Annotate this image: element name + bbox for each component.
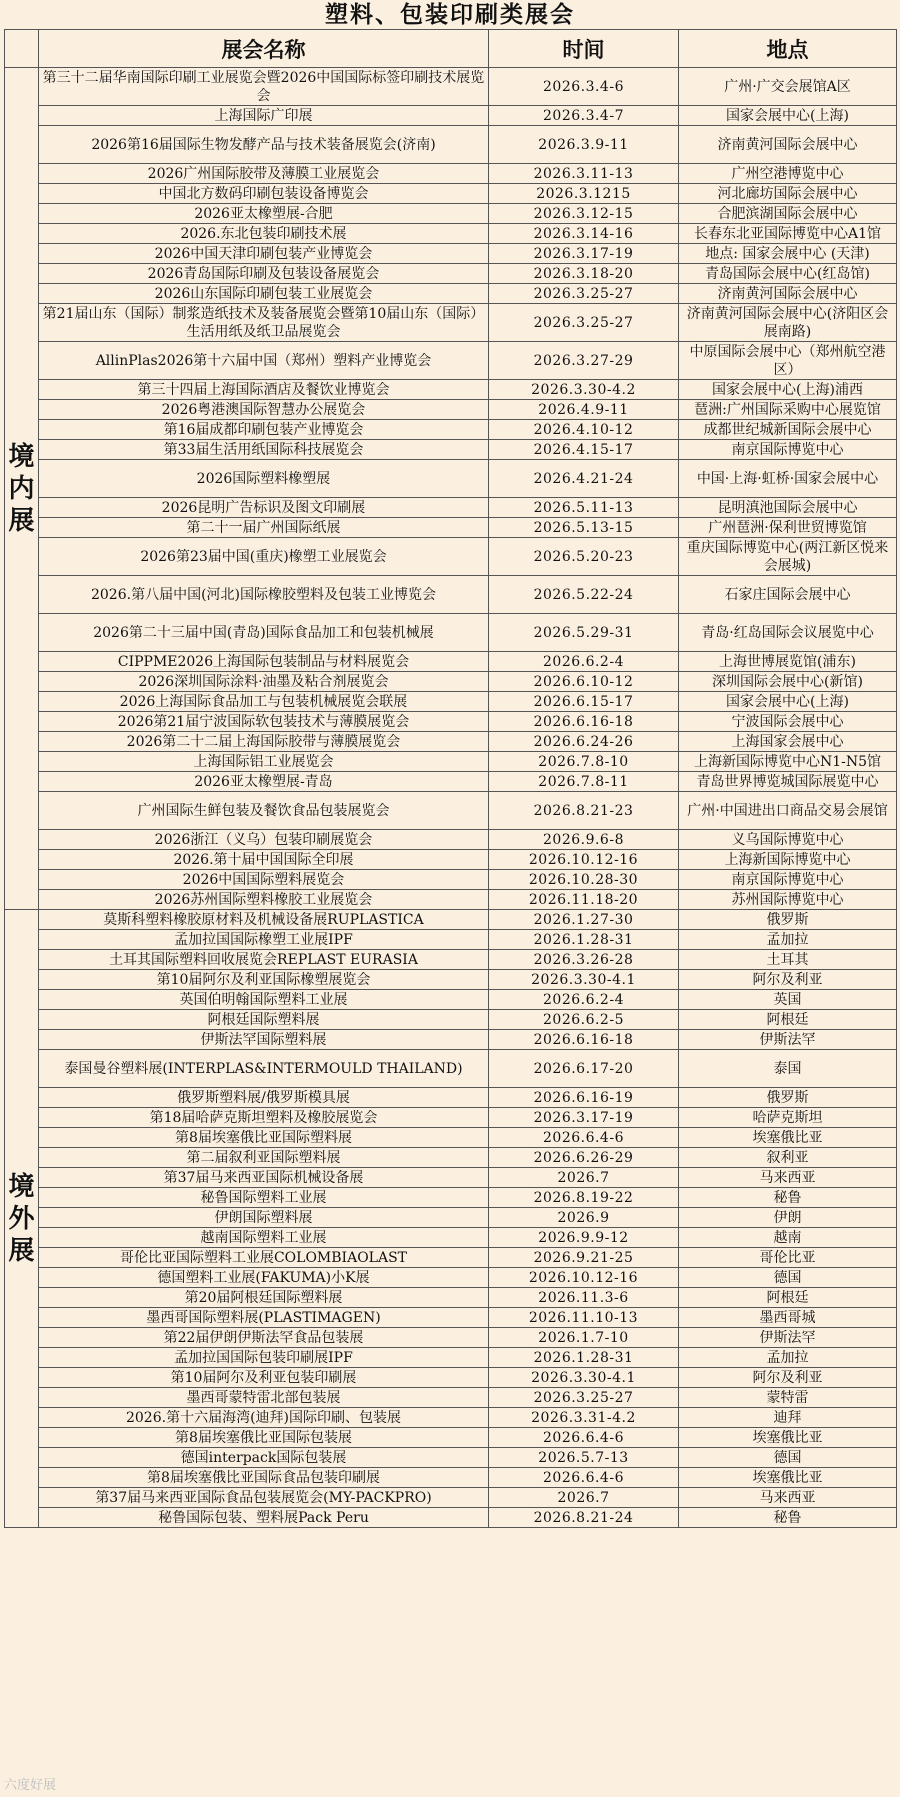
exhibition-time: 2026.6.24-26 (489, 732, 679, 752)
table-row (5, 68, 897, 106)
exhibition-place: 俄罗斯 (679, 1088, 897, 1108)
exhibition-time: 2026.4.15-17 (489, 440, 679, 460)
exhibition-time: 2026.9.6-8 (489, 830, 679, 850)
watermark-logo: 六度好展 (4, 1778, 57, 1793)
exhibition-time: 2026.6.4-6 (489, 1428, 679, 1448)
exhibition-time: 2026.6.17-20 (489, 1050, 679, 1088)
exhibition-place: 济南黄河国际会展中心 (679, 126, 897, 164)
exhibition-place: 国家会展中心(上海) (679, 106, 897, 126)
exhibition-place: 济南黄河国际会展中心 (679, 284, 897, 304)
exhibition-name: 广州国际生鲜包装及餐饮食品包装展览会 (39, 792, 489, 830)
exhibition-time: 2026.10.28-30 (489, 870, 679, 890)
exhibition-name: AllinPlas2026第十六届中国（郑州）塑料产业博览会 (39, 342, 489, 380)
exhibition-place: 上海新国际博览中心N1-N5馆 (679, 752, 897, 772)
exhibition-place: 合肥滨湖国际会展中心 (679, 204, 897, 224)
exhibition-name: 第三十四届上海国际酒店及餐饮业博览会 (39, 380, 489, 400)
exhibition-name: 墨西哥国际塑料展(PLASTIMAGEN) (39, 1308, 489, 1328)
table-row (5, 184, 897, 204)
table-row (5, 652, 897, 672)
exhibition-place: 阿根廷 (679, 1010, 897, 1030)
exhibition-name: 2026第23届中国(重庆)橡塑工业展览会 (39, 538, 489, 576)
exhibition-name: 第8届埃塞俄比亚国际食品包装印刷展 (39, 1468, 489, 1488)
table-row (5, 1308, 897, 1328)
table-row (5, 538, 897, 576)
exhibition-time: 2026.7 (489, 1488, 679, 1508)
exhibition-place: 义乌国际博览中心 (679, 830, 897, 850)
exhibition-place: 济南黄河国际会展中心(济阳区会展南路) (679, 304, 897, 342)
table-row (5, 830, 897, 850)
exhibition-place: 上海世博展览馆(浦东) (679, 652, 897, 672)
exhibition-time: 2026.6.16-18 (489, 1030, 679, 1050)
exhibition-time: 2026.3.9-11 (489, 126, 679, 164)
table-row (5, 672, 897, 692)
exhibition-place: 越南 (679, 1228, 897, 1248)
exhibition-time: 2026.1.28-31 (489, 1348, 679, 1368)
domestic-category-cell (5, 68, 39, 910)
table-row (5, 850, 897, 870)
exhibition-time: 2026.3.4-7 (489, 106, 679, 126)
exhibition-name: 2026.东北包装印刷技术展 (39, 224, 489, 244)
exhibition-time: 2026.3.1215 (489, 184, 679, 204)
exhibition-time: 2026.5.29-31 (489, 614, 679, 652)
exhibition-time: 2026.10.12-16 (489, 1268, 679, 1288)
exhibition-time: 2026.9 (489, 1208, 679, 1228)
header-time: 时间 (489, 30, 679, 68)
exhibition-place: 泰国 (679, 1050, 897, 1088)
exhibition-time: 2026.6.4-6 (489, 1468, 679, 1488)
table-row (5, 126, 897, 164)
exhibition-name: 秘鲁国际包装、塑料展Pack Peru (39, 1508, 489, 1528)
exhibition-time: 2026.6.16-18 (489, 712, 679, 732)
exhibition-place: 阿根廷 (679, 1288, 897, 1308)
category-char: 内 (8, 473, 35, 504)
table-row (5, 1010, 897, 1030)
exhibition-name: 2026中国国际塑料展览会 (39, 870, 489, 890)
exhibition-place: 秘鲁 (679, 1508, 897, 1528)
exhibition-table (4, 29, 897, 1528)
exhibition-time: 2026.11.10-13 (489, 1308, 679, 1328)
table-row (5, 380, 897, 400)
table-row (5, 1508, 897, 1528)
exhibition-name: 2026浙江（义乌）包装印刷展览会 (39, 830, 489, 850)
exhibition-name: 秘鲁国际塑料工业展 (39, 1188, 489, 1208)
exhibition-place: 阿尔及利亚 (679, 1368, 897, 1388)
table-row (5, 950, 897, 970)
table-row (5, 1448, 897, 1468)
exhibition-time: 2026.8.21-23 (489, 792, 679, 830)
table-row (5, 1208, 897, 1228)
table-row (5, 1030, 897, 1050)
exhibition-time: 2026.3.30-4.1 (489, 1368, 679, 1388)
exhibition-name: 2026深圳国际涂料·油墨及粘合剂展览会 (39, 672, 489, 692)
header-blank (5, 30, 39, 68)
table-row (5, 752, 897, 772)
exhibition-place: 埃塞俄比亚 (679, 1428, 897, 1448)
exhibition-place: 广州琶洲·保利世贸博览馆 (679, 518, 897, 538)
overseas-category-cell (5, 910, 39, 1528)
exhibition-name: 俄罗斯塑料展/俄罗斯模具展 (39, 1088, 489, 1108)
table-row (5, 712, 897, 732)
exhibition-time: 2026.10.12-16 (489, 850, 679, 870)
exhibition-place: 南京国际博览中心 (679, 870, 897, 890)
table-row (5, 1088, 897, 1108)
table-row (5, 576, 897, 614)
table-row (5, 284, 897, 304)
table-row (5, 498, 897, 518)
exhibition-name: 2026第二十二届上海国际胶带与薄膜展览会 (39, 732, 489, 752)
exhibition-name: 2026青岛国际印刷及包装设备展览会 (39, 264, 489, 284)
exhibition-time: 2026.6.2-5 (489, 1010, 679, 1030)
table-row (5, 1428, 897, 1448)
exhibition-name: 阿根廷国际塑料展 (39, 1010, 489, 1030)
exhibition-time: 2026.3.4-6 (489, 68, 679, 106)
exhibition-name: 孟加拉国国际包装印刷展IPF (39, 1348, 489, 1368)
exhibition-name: 第20届阿根廷国际塑料展 (39, 1288, 489, 1308)
exhibition-place: 墨西哥城 (679, 1308, 897, 1328)
exhibition-place: 青岛国际会展中心(红岛馆) (679, 264, 897, 284)
exhibition-place: 上海新国际博览中心 (679, 850, 897, 870)
exhibition-name: 2026.第十六届海湾(迪拜)国际印刷、包装展 (39, 1408, 489, 1428)
exhibition-place: 马来西亚 (679, 1168, 897, 1188)
exhibition-name: 第二十一届广州国际纸展 (39, 518, 489, 538)
exhibition-time: 2026.3.18-20 (489, 264, 679, 284)
table-row (5, 930, 897, 950)
category-char: 境 (8, 1171, 35, 1202)
table-row (5, 1388, 897, 1408)
exhibition-place: 俄罗斯 (679, 910, 897, 930)
exhibition-place: 德国 (679, 1448, 897, 1468)
table-row (5, 1228, 897, 1248)
exhibition-place: 长春东北亚国际博览中心A1馆 (679, 224, 897, 244)
exhibition-place: 英国 (679, 990, 897, 1010)
table-row (5, 1128, 897, 1148)
table-row (5, 106, 897, 126)
exhibition-place: 青岛·红岛国际会议展览中心 (679, 614, 897, 652)
category-char: 展 (8, 1235, 35, 1266)
exhibition-time: 2026.4.10-12 (489, 420, 679, 440)
exhibition-time: 2026.3.27-29 (489, 342, 679, 380)
header-place: 地点 (679, 30, 897, 68)
exhibition-place: 秘鲁 (679, 1188, 897, 1208)
exhibition-time: 2026.1.27-30 (489, 910, 679, 930)
exhibition-place: 国家会展中心(上海) (679, 692, 897, 712)
exhibition-place: 土耳其 (679, 950, 897, 970)
exhibition-place: 青岛世界博览城国际展览中心 (679, 772, 897, 792)
exhibition-place: 阿尔及利亚 (679, 970, 897, 990)
exhibition-time: 2026.7.8-11 (489, 772, 679, 792)
table-row (5, 518, 897, 538)
exhibition-place: 地点: 国家会展中心 (天津) (679, 244, 897, 264)
exhibition-time: 2026.6.4-6 (489, 1128, 679, 1148)
table-row (5, 614, 897, 652)
category-char: 外 (8, 1203, 35, 1234)
exhibition-name: 第三十二届华南国际印刷工业展览会暨2026中国国际标签印刷技术展览会 (39, 68, 489, 106)
exhibition-place: 苏州国际博览中心 (679, 890, 897, 910)
exhibition-time: 2026.9.9-12 (489, 1228, 679, 1248)
table-row (5, 264, 897, 284)
exhibition-name: 英国伯明翰国际塑料工业展 (39, 990, 489, 1010)
exhibition-name: 莫斯科塑料橡胶原材料及机械设备展RUPLASTICA (39, 910, 489, 930)
exhibition-time: 2026.6.26-29 (489, 1148, 679, 1168)
exhibition-name: 2026广州国际胶带及薄膜工业展览会 (39, 164, 489, 184)
exhibition-place: 中原国际会展中心（郑州航空港区） (679, 342, 897, 380)
exhibition-place: 埃塞俄比亚 (679, 1468, 897, 1488)
page-title: 塑料、包装印刷类展会 (325, 1, 575, 28)
exhibition-name: 2026上海国际食品加工与包装机械展览会联展 (39, 692, 489, 712)
table-row (5, 890, 897, 910)
exhibition-place: 广州·广交会展馆A区 (679, 68, 897, 106)
exhibition-place: 哥伦比亚 (679, 1248, 897, 1268)
table-row (5, 1050, 897, 1088)
exhibition-name: 上海国际广印展 (39, 106, 489, 126)
exhibition-time: 2026.5.13-15 (489, 518, 679, 538)
exhibition-time: 2026.3.11-13 (489, 164, 679, 184)
exhibition-time: 2026.3.25-27 (489, 304, 679, 342)
exhibition-time: 2026.3.12-15 (489, 204, 679, 224)
exhibition-time: 2026.4.9-11 (489, 400, 679, 420)
table-row (5, 910, 897, 930)
exhibition-place: 宁波国际会展中心 (679, 712, 897, 732)
exhibition-name: 第37届马来西亚国际食品包装展览会(MY-PACKPRO) (39, 1488, 489, 1508)
exhibition-time: 2026.3.31-4.2 (489, 1408, 679, 1428)
table-row (5, 304, 897, 342)
exhibition-place: 哈萨克斯坦 (679, 1108, 897, 1128)
exhibition-name: 上海国际铝工业展览会 (39, 752, 489, 772)
table-row (5, 1488, 897, 1508)
exhibition-time: 2026.6.15-17 (489, 692, 679, 712)
exhibition-name: 德国interpack国际包装展 (39, 1448, 489, 1468)
table-row (5, 772, 897, 792)
exhibition-time: 2026.6.16-19 (489, 1088, 679, 1108)
exhibition-time: 2026.1.7-10 (489, 1328, 679, 1348)
exhibition-place: 琶洲:广州国际采购中心展览馆 (679, 400, 897, 420)
table-row (5, 1468, 897, 1488)
exhibition-place: 迪拜 (679, 1408, 897, 1428)
header-name: 展会名称 (39, 30, 489, 68)
exhibition-time: 2026.3.25-27 (489, 1388, 679, 1408)
exhibition-place: 上海国家会展中心 (679, 732, 897, 752)
exhibition-name: 2026第16届国际生物发酵产品与技术装备展览会(济南) (39, 126, 489, 164)
table-row (5, 204, 897, 224)
exhibition-name: CIPPME2026上海国际包装制品与材料展览会 (39, 652, 489, 672)
exhibition-time: 2026.6.2-4 (489, 990, 679, 1010)
exhibition-time: 2026.6.2-4 (489, 652, 679, 672)
exhibition-place: 石家庄国际会展中心 (679, 576, 897, 614)
table-row (5, 870, 897, 890)
exhibition-name: 第33届生活用纸国际科技展览会 (39, 440, 489, 460)
exhibition-place: 德国 (679, 1268, 897, 1288)
exhibition-name: 2026第二十三届中国(青岛)国际食品加工和包装机械展 (39, 614, 489, 652)
exhibition-time: 2026.4.21-24 (489, 460, 679, 498)
exhibition-name: 中国北方数码印刷包装设备博览会 (39, 184, 489, 204)
exhibition-place: 蒙特雷 (679, 1388, 897, 1408)
exhibition-place: 马来西亚 (679, 1488, 897, 1508)
exhibition-time: 2026.5.11-13 (489, 498, 679, 518)
exhibition-name: 土耳其国际塑料回收展览会REPLAST EURASIA (39, 950, 489, 970)
exhibition-time: 2026.3.25-27 (489, 284, 679, 304)
exhibition-name: 第10届阿尔及利亚包装印刷展 (39, 1368, 489, 1388)
table-row (5, 1408, 897, 1428)
table-row (5, 1188, 897, 1208)
exhibition-name: 第10届阿尔及利亚国际橡塑展览会 (39, 970, 489, 990)
table-row (5, 440, 897, 460)
exhibition-name: 2026.第十届中国国际全印展 (39, 850, 489, 870)
exhibition-name: 第22届伊朗伊斯法罕食品包装展 (39, 1328, 489, 1348)
exhibition-name: 2026山东国际印刷包装工业展览会 (39, 284, 489, 304)
table-row (5, 224, 897, 244)
exhibition-time: 2026.5.22-24 (489, 576, 679, 614)
table-row (5, 970, 897, 990)
table-row (5, 1328, 897, 1348)
table-row (5, 1268, 897, 1288)
table-row (5, 244, 897, 264)
exhibition-name: 第18届哈萨克斯坦塑料及橡胶展览会 (39, 1108, 489, 1128)
exhibition-place: 广州空港博览中心 (679, 164, 897, 184)
exhibition-time: 2026.3.30-4.2 (489, 380, 679, 400)
exhibition-name: 泰国曼谷塑料展(INTERPLAS&INTERMOULD THAILAND) (39, 1050, 489, 1088)
table-row (5, 1108, 897, 1128)
exhibition-name: 2026苏州国际塑料橡胶工业展览会 (39, 890, 489, 910)
exhibition-place: 南京国际博览中心 (679, 440, 897, 460)
exhibition-time: 2026.8.19-22 (489, 1188, 679, 1208)
exhibition-place: 伊朗 (679, 1208, 897, 1228)
exhibition-name: 第8届埃塞俄比亚国际包装展 (39, 1428, 489, 1448)
category-char: 展 (8, 505, 35, 536)
exhibition-time: 2026.9.21-25 (489, 1248, 679, 1268)
table-row (5, 732, 897, 752)
table-row (5, 460, 897, 498)
exhibition-name: 2026昆明广告标识及图文印刷展 (39, 498, 489, 518)
exhibition-name: 第二届叙利亚国际塑料展 (39, 1148, 489, 1168)
exhibition-place: 中国·上海·虹桥·国家会展中心 (679, 460, 897, 498)
exhibition-name: 墨西哥蒙特雷北部包装展 (39, 1388, 489, 1408)
exhibition-place: 广州·中国进出口商品交易会展馆 (679, 792, 897, 830)
exhibition-place: 河北廊坊国际会展中心 (679, 184, 897, 204)
exhibition-place: 昆明滇池国际会展中心 (679, 498, 897, 518)
exhibition-time: 2026.5.7-13 (489, 1448, 679, 1468)
exhibition-place: 叙利亚 (679, 1148, 897, 1168)
table-row (5, 1348, 897, 1368)
exhibition-time: 2026.3.26-28 (489, 950, 679, 970)
exhibition-name: 越南国际塑料工业展 (39, 1228, 489, 1248)
exhibition-time: 2026.3.30-4.1 (489, 970, 679, 990)
exhibition-name: 伊斯法罕国际塑料展 (39, 1030, 489, 1050)
exhibition-time: 2026.6.10-12 (489, 672, 679, 692)
exhibition-place: 埃塞俄比亚 (679, 1128, 897, 1148)
exhibition-time: 2026.7 (489, 1168, 679, 1188)
table-row (5, 1168, 897, 1188)
exhibition-time: 2026.3.17-19 (489, 1108, 679, 1128)
table-row (5, 692, 897, 712)
exhibition-time: 2026.8.21-24 (489, 1508, 679, 1528)
exhibition-name: 第37届马来西亚国际机械设备展 (39, 1168, 489, 1188)
exhibition-name: 2026亚太橡塑展-青岛 (39, 772, 489, 792)
exhibition-place: 成都世纪城新国际会展中心 (679, 420, 897, 440)
exhibition-name: 德国塑料工业展(FAKUMA)小K展 (39, 1268, 489, 1288)
exhibition-place: 孟加拉 (679, 1348, 897, 1368)
table-row (5, 342, 897, 380)
exhibition-name: 2026.第八届中国(河北)国际橡胶塑料及包装工业博览会 (39, 576, 489, 614)
table-row (5, 990, 897, 1010)
table-row (5, 1248, 897, 1268)
table-row (5, 400, 897, 420)
exhibition-name: 第16届成都印刷包装产业博览会 (39, 420, 489, 440)
exhibition-time: 2026.11.18-20 (489, 890, 679, 910)
exhibition-time: 2026.1.28-31 (489, 930, 679, 950)
exhibition-place: 重庆国际博览中心(两江新区悦来会展城) (679, 538, 897, 576)
exhibition-name: 2026第21届宁波国际软包装技术与薄膜展览会 (39, 712, 489, 732)
exhibition-name: 孟加拉国国际橡塑工业展IPF (39, 930, 489, 950)
category-char: 境 (8, 441, 35, 472)
exhibition-name: 2026中国天津印刷包装产业博览会 (39, 244, 489, 264)
exhibition-time: 2026.7.8-10 (489, 752, 679, 772)
exhibition-name: 2026国际塑料橡塑展 (39, 460, 489, 498)
exhibition-time: 2026.3.14-16 (489, 224, 679, 244)
exhibition-place: 国家会展中心(上海)浦西 (679, 380, 897, 400)
exhibition-name: 第21届山东（国际）制浆造纸技术及装备展览会暨第10届山东（国际）生活用纸及纸卫品展览会 (39, 304, 489, 342)
exhibition-time: 2026.11.3-6 (489, 1288, 679, 1308)
exhibition-time: 2026.3.17-19 (489, 244, 679, 264)
table-row (5, 1368, 897, 1388)
exhibition-name: 伊朗国际塑料展 (39, 1208, 489, 1228)
exhibition-name: 2026亚太橡塑展-合肥 (39, 204, 489, 224)
exhibition-name: 2026粤港澳国际智慧办公展览会 (39, 400, 489, 420)
exhibition-place: 深圳国际会展中心(新馆) (679, 672, 897, 692)
header-row (5, 30, 897, 68)
table-row (5, 792, 897, 830)
table-row (5, 420, 897, 440)
exhibition-place: 伊斯法罕 (679, 1030, 897, 1050)
exhibition-name: 第8届埃塞俄比亚国际塑料展 (39, 1128, 489, 1148)
exhibition-place: 孟加拉 (679, 930, 897, 950)
exhibition-name: 哥伦比亚国际塑料工业展COLOMBIAOLAST (39, 1248, 489, 1268)
table-row (5, 1288, 897, 1308)
exhibition-time: 2026.5.20-23 (489, 538, 679, 576)
table-row (5, 164, 897, 184)
exhibition-place: 伊斯法罕 (679, 1328, 897, 1348)
table-row (5, 1148, 897, 1168)
